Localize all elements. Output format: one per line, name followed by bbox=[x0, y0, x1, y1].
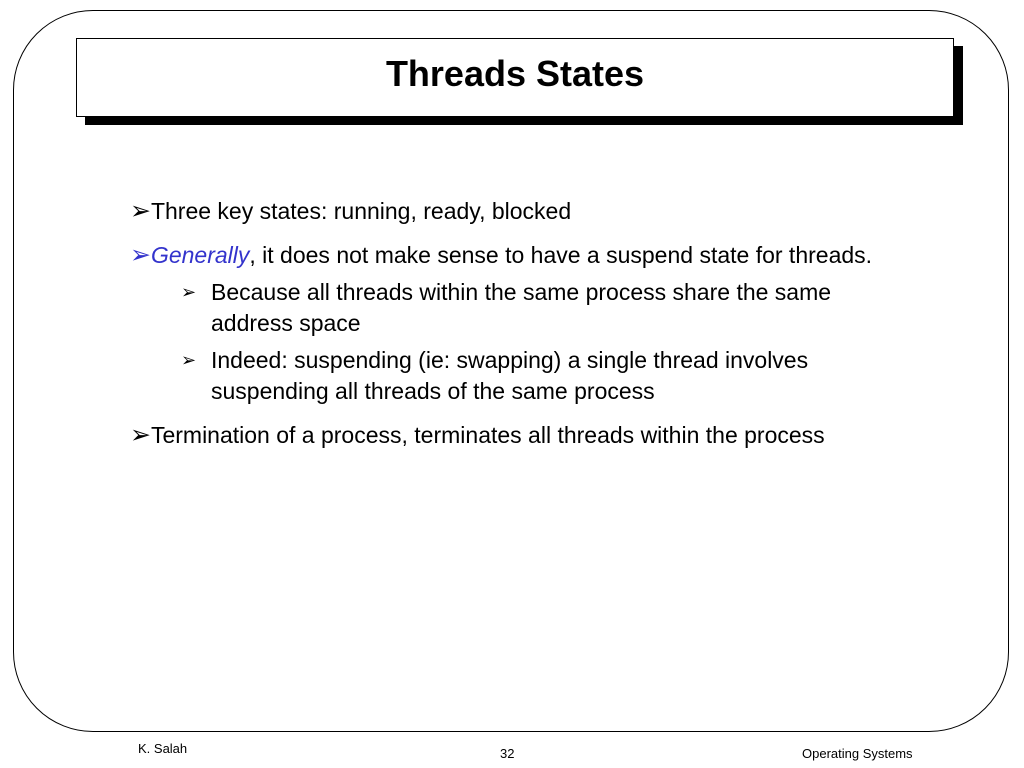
footer-author: K. Salah bbox=[138, 741, 188, 756]
arrow-bullet-icon: ➢ bbox=[130, 241, 151, 269]
bullet-item bbox=[130, 196, 890, 227]
bullet-item bbox=[130, 420, 890, 451]
arrow-sub-bullet-icon: ➢ bbox=[181, 350, 197, 370]
slide-content bbox=[130, 196, 890, 451]
footer-course: Operating Systems bbox=[802, 746, 913, 761]
sub-bullet-text: Indeed: suspending (ie: swapping) a single thread involves suspending all threads of the same process bbox=[211, 347, 809, 404]
bullet-item bbox=[130, 240, 890, 271]
bullet-accent-text: Generally bbox=[150, 242, 250, 268]
sub-bullet-item bbox=[181, 277, 890, 339]
bullet-text: Termination of a process, terminates all threads within the process bbox=[150, 422, 825, 448]
arrow-sub-bullet-icon: ➢ bbox=[181, 282, 197, 302]
footer-page-number: 32 bbox=[500, 746, 515, 761]
title-box bbox=[76, 38, 954, 117]
bullet-text: , it does not make sense to have a suspend state for threads. bbox=[249, 242, 873, 268]
arrow-bullet-icon: ➢ bbox=[130, 197, 151, 225]
page-title: Threads States bbox=[385, 52, 645, 94]
arrow-bullet-icon: ➢ bbox=[130, 421, 151, 449]
sub-bullet-item bbox=[181, 345, 890, 407]
sub-bullet-text: Because all threads within the same process share the same address space bbox=[211, 279, 832, 336]
bullet-text: Three key states: running, ready, blocked bbox=[150, 198, 572, 224]
